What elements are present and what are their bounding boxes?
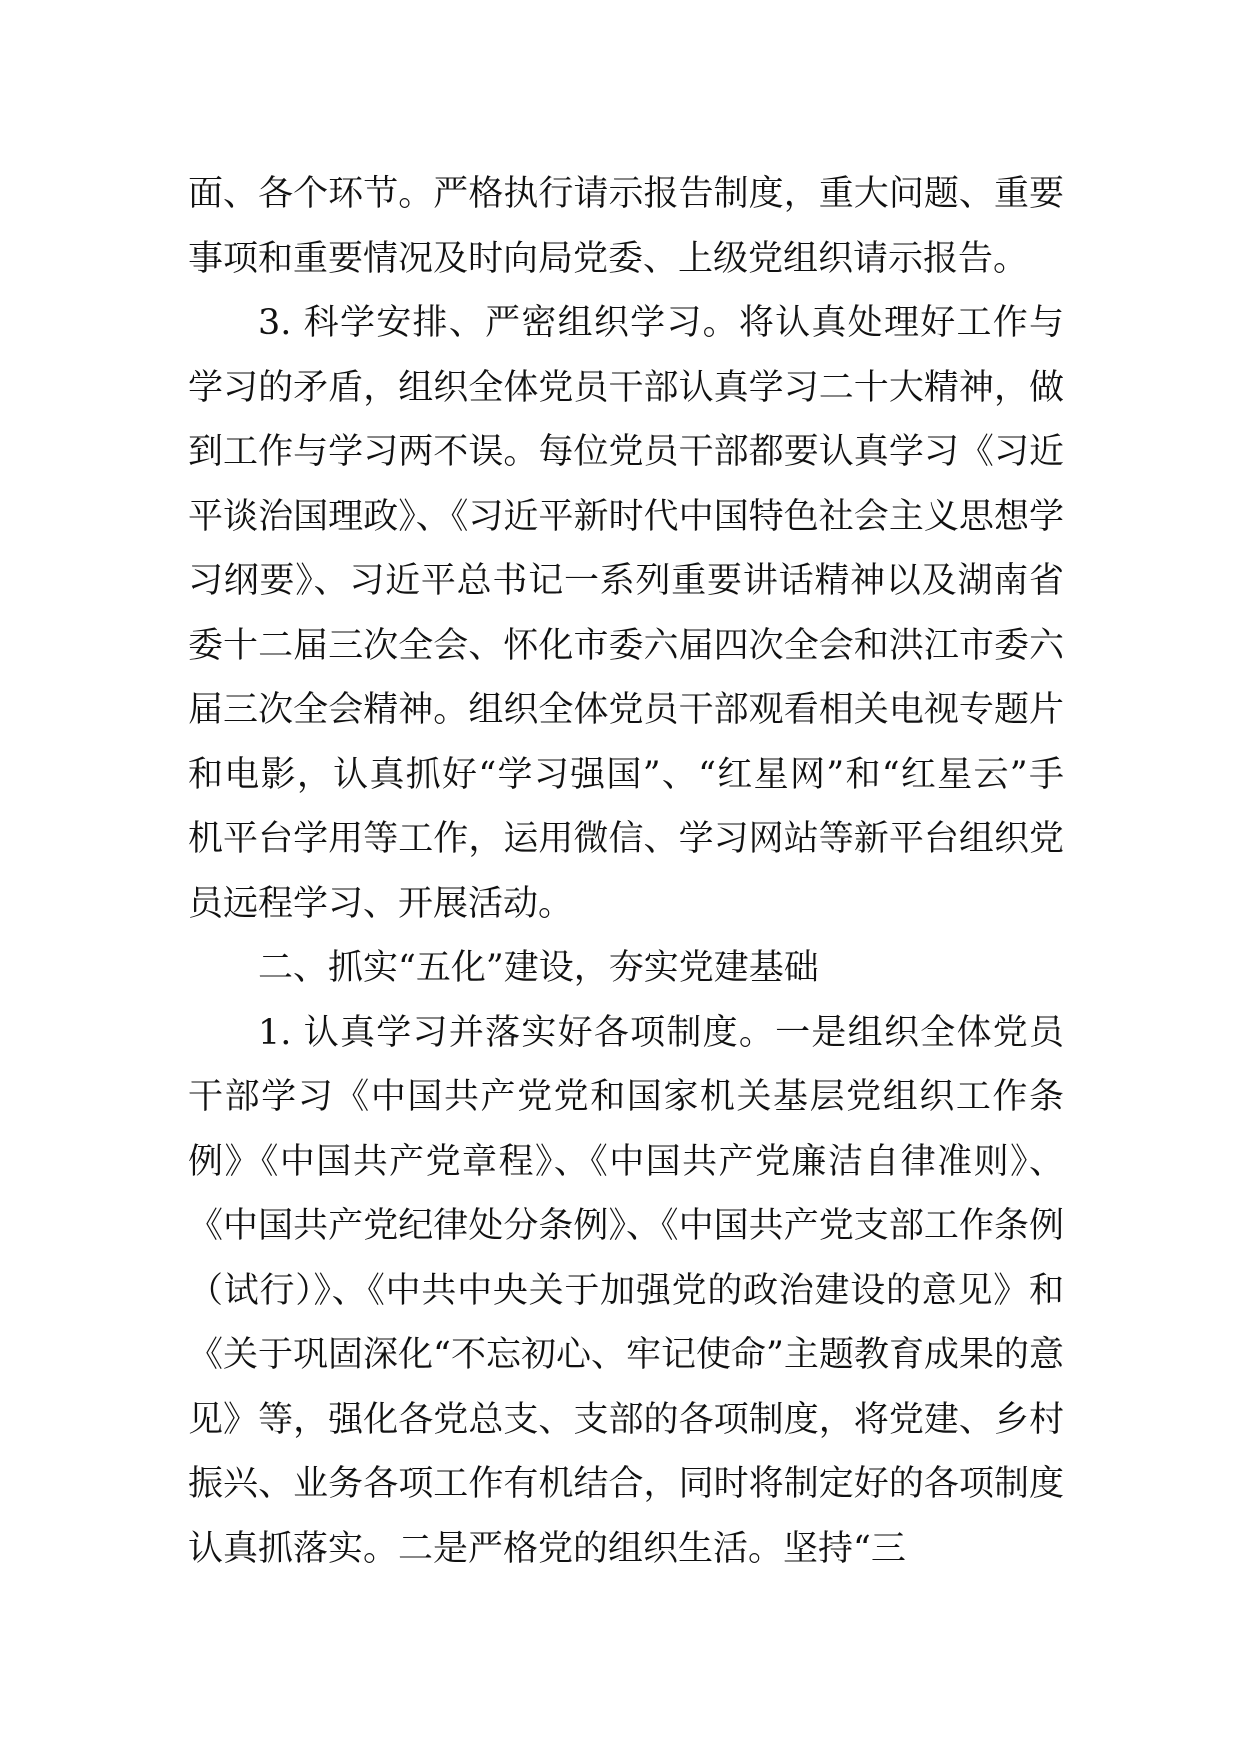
paragraph-continuation: 面、各个环节。严格执行请示报告制度，重大问题、重要事项和重要情况及时向局党委、上级党组织请示报告。 xyxy=(188,174,1064,279)
section-heading: 二、抓实“五化”建设，夯实党建基础 xyxy=(258,948,819,988)
document-body xyxy=(188,162,1064,1581)
paragraph-institution-implementation: 1. 认真学习并落实好各项制度。一是组织全体党员干部学习《中国共产党党和国家机关基层党组织工作条例》《中国共产党章程》、《中国共产党廉洁自律准则》、《中国共产党纪律处分条例》、《中国共产党支部工作条例（试行）》、《中共中央关于加强党的政治建设的意见》和《关于巩固深化“不忘初心、牢记使命”主题教育成果的意见》等，强化各党总支、支部的各项制度，将党建、乡村振兴、业务各项工作有机结合，同时将制定好的各项制度认真抓落实。二是严格党的组织生活。坚持“三 xyxy=(188,1012,1064,1569)
paragraph-study-organization: 3. 科学安排、严密组织学习。将认真处理好工作与学习的矛盾，组织全体党员干部认真学习二十大精神，做到工作与学习两不误。每位党员干部都要认真学习《习近平谈治国理政》、《习近平新时代中国特色社会主义思想学习纲要》、习近平总书记一系列重要讲话精神以及湖南省委十二届三次全会、怀化市委六届四次全会和洪江市委六届三次全会精神。组织全体党员干部观看相关电视专题片和电影，认真抓好“学习强国”、“红星网”和“红星云”手机平台学用等工作，运用微信、学习网站等新平台组织党员远程学习、开展活动。 xyxy=(188,303,1064,924)
